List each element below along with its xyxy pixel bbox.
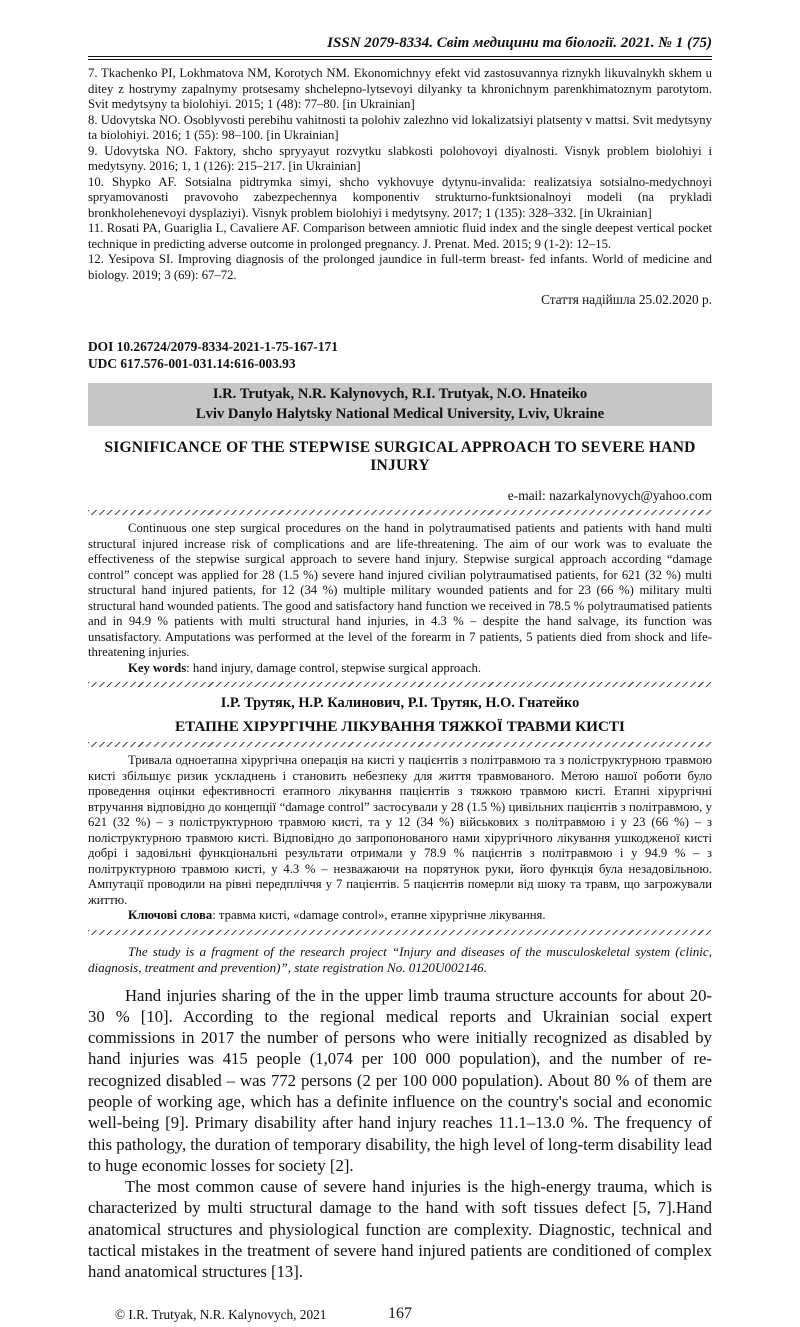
reference-item: 9. Udovytska NO. Faktory, shcho spryyayut rozvytku slabkosti polohovoyi diyalnosti. Visnyk problem biolohiyi i medytsyny. 2016; 1, 1 (126): 215–217. [in Ukrainian] [88,143,712,173]
body-paragraph: The most common cause of severe hand injuries is the high-energy trauma, which is characterized by multi structural damage to the hand with soft tissues defect [5, 7].Hand anatomical structures and physiological function are complexity. Diagnostic, technical and tactical mistakes in the treatment of severe hand injured patients are conditioned of complex hand anatomical structures [13]. [88,1177,712,1282]
page-footer [88,1305,712,1327]
header-rule [88,56,712,60]
study-registration-note: The study is a fragment of the research project “Injury and diseases of the musculoskeletal system (clinic, diagnosis, treatment and prevention)”, state registration No. 0120U002146. [88,943,712,975]
hatch-divider [88,682,712,687]
keywords-uk-text: : травма кисті, «damage control», етапне хірургічне лікування. [212,908,546,922]
authors-uk: І.Р. Трутяк, Н.Р. Калинович, Р.І. Трутяк, Н.О. Гнатейко [220,695,580,711]
affiliation-en: Lviv Danylo Halytsky National Medical University, Lviv, Ukraine [195,405,605,422]
abstract-uk: Тривала одноетапна хірургічна операція на кисті у пацієнтів з політравмою та з поліструктурною травмою кисті збільшує ризик ускладнень і становить небезпеку для життя травмованого. Метою нашої роботи було проведення оцінки ефективності етапного лікування пацієнтів з тяжкою травмою кисті. Етапні хірургічні втручання відповідно до концепції “damage control” застосували у 28 (1.5 %) цивільних пацієнтів з політравмою, у 621 (32 %) – з поліструктурною травмою кисті, та у 12 (34 %) військових з політравмою і у 23 (66 %) – з поліструктурною травмою кисті. Відповідно до запропонованого нами хірургічного лікування ушкодженої кисті добрі і задовільні функціональні результати отримали у 78.9 % пацієнтів з політравмою і у 94.9 % – з політруктурною травмою кисті, у 4.3 % – незважаючи на порятунок руки, його функція була незадовільною. Ампутації проводили на рівні передпліччя у 7 пацієнтів. 5 пацієнтів померли від шоку та травм, що загрожували життю. [88,753,712,907]
keywords-uk [88,908,712,924]
hatch-divider [88,742,712,747]
article-received-date: Стаття надійшла 25.02.2020 р. [541,292,712,307]
abstract-en: Continuous one step surgical procedures on the hand in polytraumatised patients and patients with hand multi structural injured increase risk of complications and are life-threatening. The aim of our work was to evaluate the effectiveness of the stepwise surgical approach to severe hand injury. Stepwise surgical approach according “damage control” concept was applied for 28 (1.5 %) severe hand injured civilian polytraumatised patients, for 621 (32 %) multi structural hand injured patients, for 12 (34 %) multiple military wounded patients and for 23 (66 %) military multi structural hand wounded patients. The good and satisfactory hand function we received in 78.5 % polytraumatised patients and in 94.9 % patients with multi structural hand injuries, in 4.3 % – despite the hand salvage, its function was unsatisfactory. Amputations was performed at the level of the forearm in 7 patients, 5 patients died from shock and life-threatening injuries. [88,521,712,659]
article-title-en: SIGNIFICANCE OF THE STEPWISE SURGICAL APPROACH TO SEVERE HAND INJURY [104,439,696,474]
reference-item: 11. Rosati PA, Guariglia L, Cavaliere AF. Comparison between amniotic fluid index and the single deepest vertical pocket technique in predicting adverse outcome in prolonged pregnancy. J. Prenat. Med. 2015; 9 (1-2): 12–15. [88,221,712,251]
doi-udc-block [88,338,712,372]
copyright-note: © I.R. Trutyak, N.R. Kalynovych, 2021 [115,1306,327,1322]
body-paragraph: Hand injuries sharing of the in the upper limb trauma structure accounts for about 20-30 % [10]. According to the regional medical reports and Ukrainian social expert commissions in 2017 the number of persons who were initially recognized as disabled by hand injuries was 415 people (1,074 per 100 000 population), and the number of re-recognized disabled – was 772 persons (2 per 100 000 population). About 80 % of them are people of working age, which has a definite influence on the country's social and economic well-being [9]. Primary disability after hand injury reaches 11.1–13.0 %. The frequency of this pathology, the duration of temporary disability, the high level of long-term disability lead to huge economic losses for society [2]. [88,985,712,1175]
keywords-en-label: Key words [128,660,187,675]
journal-issn-header: ISSN 2079-8334. Світ медицини та біології. 2021. № 1 (75) [327,35,712,51]
keywords-en [88,661,712,677]
article-title-uk: ЕТАПНЕ ХІРУРГІЧНЕ ЛІКУВАННЯ ТЯЖКОЇ ТРАВМИ КИСТІ [175,718,625,735]
contact-email: e-mail: nazarkalynovych@yahoo.com [507,488,712,503]
reference-item: 7. Tkachenko PI, Lokhmatova NM, Korotych NM. Ekonomichnyy efekt vid zastosuvannya riznykh likuvalnykh skhem u ditey z hostrymy zapalnymy protsesamy shchelepno-lytsevoyi dilyanky ta khronichnym parenkhimatoznym parotytom. Svit medytsyny ta biolohiyi. 2015; 1 (48): 77–80. [in Ukrainian] [88,66,712,111]
page-number: 167 [388,1304,412,1322]
reference-item: 8. Udovytska NO. Osoblyvosti perebihu vahitnosti ta polohiv zalezhno vid lokalizatsiyi platsenty v mattsi. Svit medytsyny ta biolohiyi. 2016; 1 (55): 98–100. [in Ukrainian] [88,112,712,142]
authors-en: I.R. Trutyak, N.R. Kalynovych, R.I. Trutyak, N.O. Hnateiko [212,386,588,402]
doi-line: DOI 10.26724/2079-8334-2021-1-75-167-171 [88,339,338,354]
reference-item: 12. Yesipova SI. Improving diagnosis of the prolonged jaundice in full-term breast- fed infants. World of medicine and biology. 2019; 3 (69): 67–72. [88,252,712,282]
reference-item: 10. Shypko AF. Sotsialna pidtrymka simyi, shcho vykhovuye dytynu-invalida: realizatsiya sotsialno-medychnoyi spryamovanosti pravovoho zabezpechennya komponentiv strukturno-funktsionalnoyi modeli (na prykladi bronkholehenevoyi dysplaziyi). Visnyk problem biolohiyi i medytsyny. 2017; 1 (135): 328–332. [in Ukrainian] [88,174,712,220]
keywords-en-text: : hand injury, damage control, stepwise surgical approach. [186,660,482,675]
hatch-divider [88,510,712,515]
authors-affiliation-box [88,383,712,426]
hatch-divider [88,930,712,935]
references-list [88,66,712,283]
keywords-uk-label: Ключові слова [128,908,213,922]
udc-line: UDC 617.576-001-031.14:616-003.93 [88,356,296,371]
